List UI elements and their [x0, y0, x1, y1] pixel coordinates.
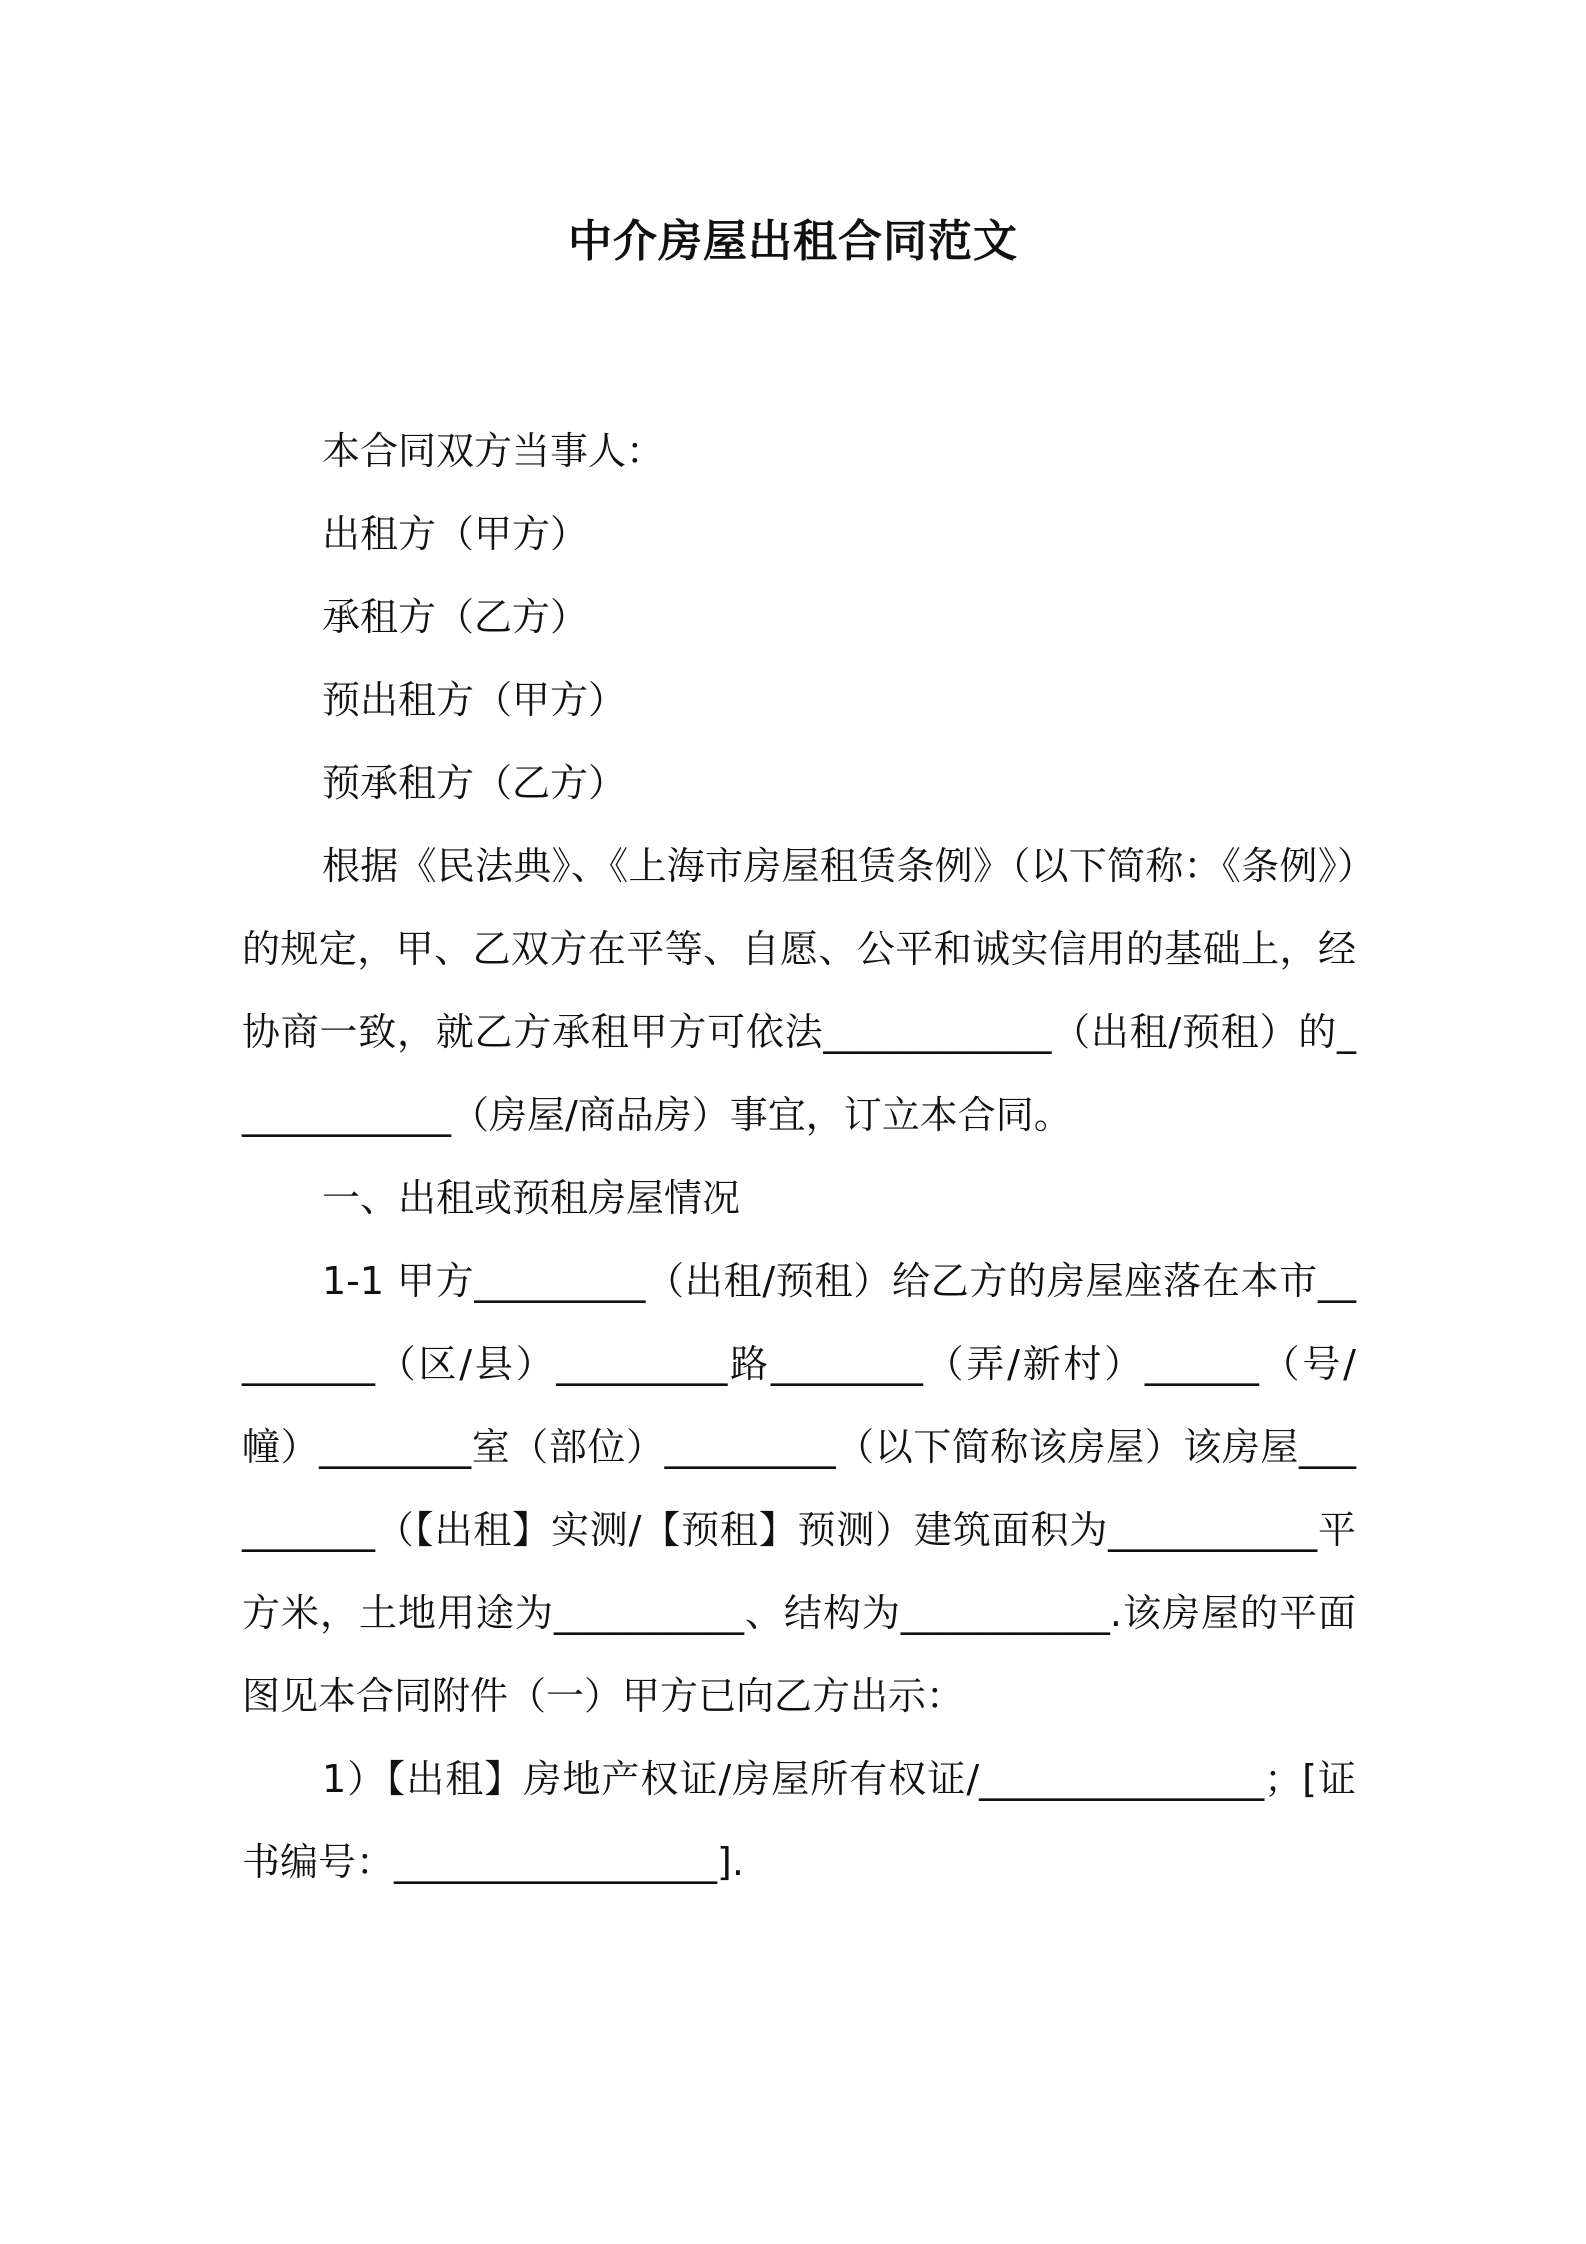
paragraph-certificate: 1）【出租】房地产权证/房屋所有权证/_______________；[证书编号：_________________].	[242, 1757, 1356, 1884]
paragraph-legal-basis: 根据《民法典》、《上海市房屋租赁条例》（以下简称：《条例》）的规定，甲、乙双方在平等、自愿、公平和诚实信用的基础上，经协商一致，就乙方承租甲方可依法____________（出租/预租）的____________（房屋/商品房）事宜，订立本合同。	[242, 844, 1356, 1137]
paragraph-lessor: 出租方（甲方）	[322, 512, 589, 556]
paragraph-pre-lessee: 预承租方（乙方）	[322, 761, 627, 805]
paragraph-parties-intro: 本合同双方当事人：	[322, 429, 665, 473]
document-title: 中介房屋出租合同范文	[568, 216, 1018, 267]
paragraph-pre-lessor: 预出租方（甲方）	[322, 678, 627, 722]
document-body	[242, 410, 1356, 1904]
paragraph-lessee: 承租方（乙方）	[322, 595, 589, 639]
paragraph-clause-1-1: 1-1 甲方_________（出租/预租）给乙方的房屋座落在本市_________（区/县）_________路________（弄/新村）______（号/幢）________室（部位）_________（以下简称该房屋）该房屋__________（【出租】实测/【预租】预测）建筑面积为___________平方米，土地用途为__________、结构为___________.该房屋的平面图见本合同附件（一）甲方已向乙方出示：	[242, 1259, 1356, 1718]
section-heading-property: 一、出租或预租房屋情况	[322, 1176, 741, 1220]
